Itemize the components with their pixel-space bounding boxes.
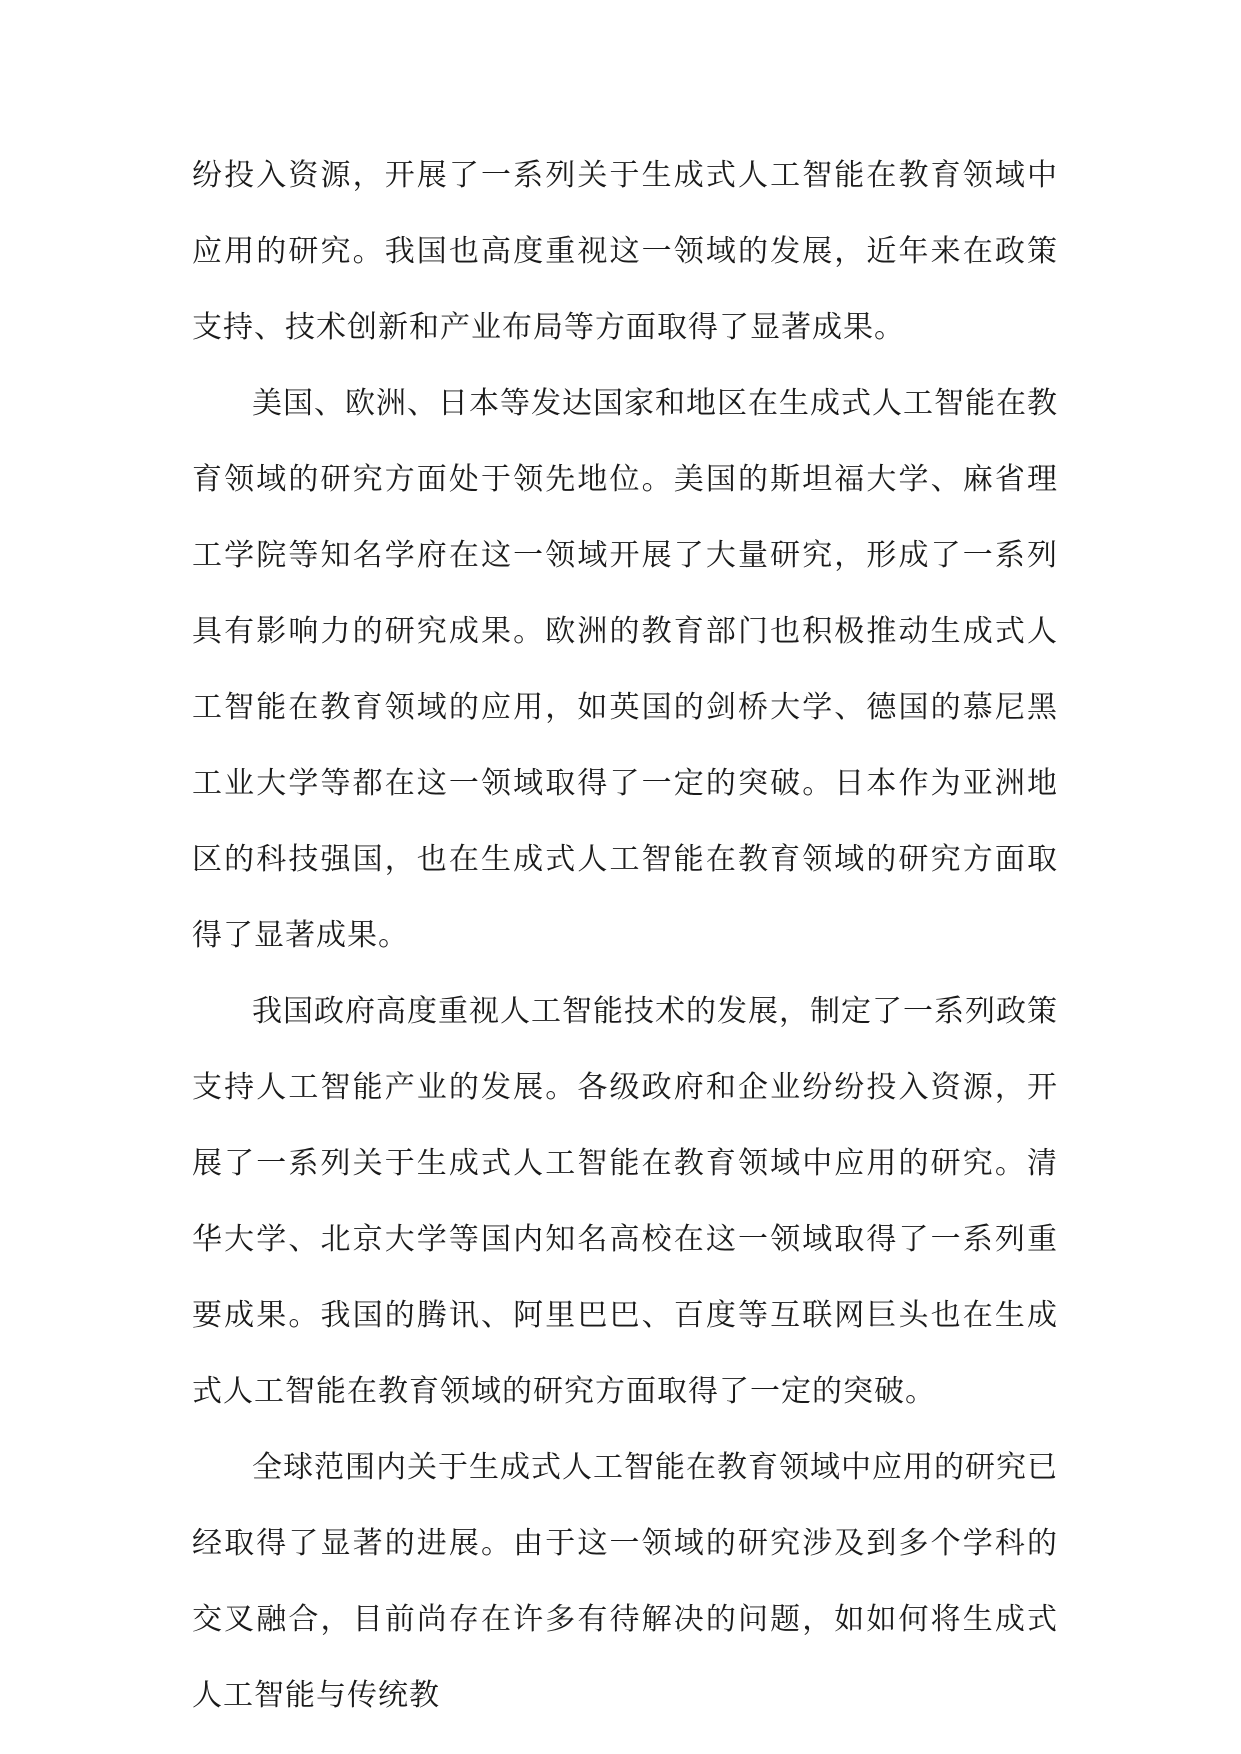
paragraph-2: 美国、欧洲、日本等发达国家和地区在生成式人工智能在教育领域的研究方面处于领先地位。美国的斯坦福大学、麻省理工学院等知名学府在这一领域开展了大量研究，形成了一系列具有影响力的研究成果。欧洲的教育部门也积极推动生成式人工智能在教育领域的应用，如英国的剑桥大学、德国的慕尼黑工业大学等都在这一领域取得了一定的突破。日本作为亚洲地区的科技强国，也在生成式人工智能在教育领域的研究方面取得了显著成果。: [192, 386, 1058, 953]
paragraph-1: 纷投入资源，开展了一系列关于生成式人工智能在教育领域中应用的研究。我国也高度重视这一领域的发展，近年来在政策支持、技术创新和产业布局等方面取得了显著成果。: [192, 158, 1058, 345]
document-body: [192, 138, 1058, 1734]
paragraph-3: 我国政府高度重视人工智能技术的发展，制定了一系列政策支持人工智能产业的发展。各级政府和企业纷纷投入资源，开展了一系列关于生成式人工智能在教育领域中应用的研究。清华大学、北京大学等国内知名高校在这一领域取得了一系列重要成果。我国的腾讯、阿里巴巴、百度等互联网巨头也在生成式人工智能在教育领域的研究方面取得了一定的突破。: [192, 994, 1058, 1409]
paragraph-4: 全球范围内关于生成式人工智能在教育领域中应用的研究已经取得了显著的进展。由于这一领域的研究涉及到多个学科的交叉融合，目前尚存在许多有待解决的问题，如如何将生成式人工智能与传统教: [192, 1450, 1058, 1713]
